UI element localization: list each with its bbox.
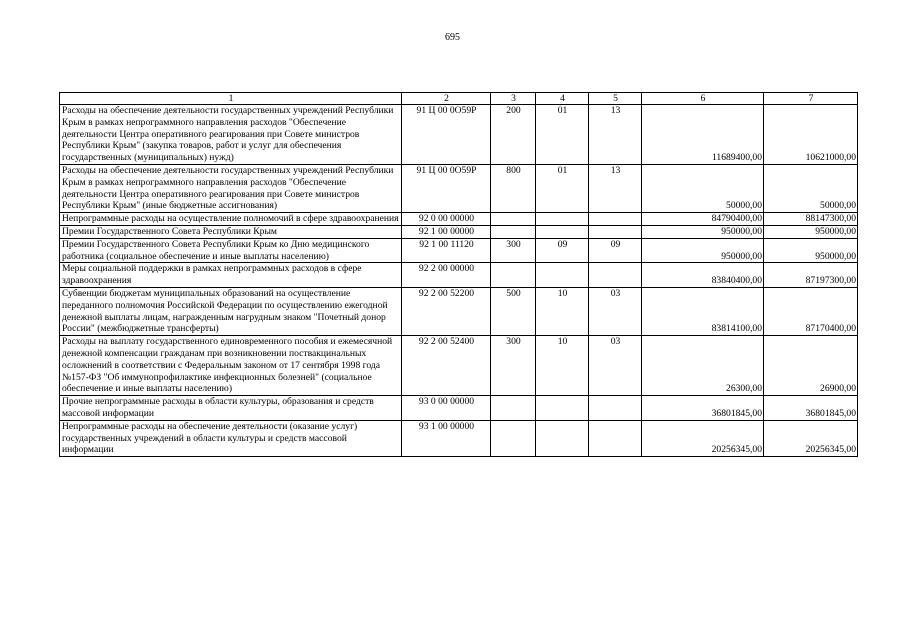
amount-year-2: 87197300,00: [764, 263, 858, 288]
column-header-4: 4: [536, 93, 589, 105]
amount-year-1: 83814100,00: [642, 287, 764, 335]
table-row: [60, 105, 858, 165]
subsection-code: 03: [589, 287, 642, 335]
target-article-code: 91 Ц 00 0О59Р: [402, 105, 491, 165]
subsection-code: 13: [589, 105, 642, 165]
expense-type-code: 300: [491, 238, 536, 263]
expense-name: Непрограммные расходы на осуществление полномочий в сфере здравоохранения: [60, 213, 402, 226]
expense-type-code: [491, 263, 536, 288]
expense-type-code: 300: [491, 336, 536, 396]
amount-year-1: 950000,00: [642, 225, 764, 238]
target-article-code: 92 2 00 52200: [402, 287, 491, 335]
subsection-code: [589, 213, 642, 226]
column-number-row: [60, 93, 858, 105]
expense-type-code: [491, 213, 536, 226]
target-article-code: 93 1 00 00000: [402, 420, 491, 456]
column-header-7: 7: [764, 93, 858, 105]
column-header-1: 1: [60, 93, 402, 105]
table-row: [60, 287, 858, 335]
expense-name: Прочие непрограммные расходы в области культуры, образования и средств массовой информации: [60, 396, 402, 421]
expense-type-code: 500: [491, 287, 536, 335]
expense-name: Расходы на обеспечение деятельности государственных учреждений Республики Крым в рамках непрограммного направления расходов "Обеспечение деятельности Центра оперативного реагирования при Совете министров Республики Крым" (закупка товаров, работ и услуг для обеспечения государственных (муниципальных) нужд): [60, 105, 402, 165]
expense-name: Премии Государственного Совета Республики Крым ко Дню медицинского работника (социальное обеспечение и иные выплаты населению): [60, 238, 402, 263]
amount-year-1: 50000,00: [642, 164, 764, 212]
amount-year-2: 50000,00: [764, 164, 858, 212]
section-code: 10: [536, 336, 589, 396]
expense-type-code: [491, 225, 536, 238]
amount-year-1: 36801845,00: [642, 396, 764, 421]
amount-year-2: 36801845,00: [764, 396, 858, 421]
budget-table-body: [60, 93, 858, 457]
table-row: [60, 263, 858, 288]
section-code: 09: [536, 238, 589, 263]
column-header-6: 6: [642, 93, 764, 105]
table-row: [60, 420, 858, 456]
expense-name: Расходы на обеспечение деятельности государственных учреждений Республики Крым в рамках непрограммного направления расходов "Обеспечение деятельности Центра оперативного реагирования при Совете министров Республики Крым" (иные бюджетные ассигнования): [60, 164, 402, 212]
subsection-code: 09: [589, 238, 642, 263]
table-row: [60, 164, 858, 212]
amount-year-2: 88147300,00: [764, 213, 858, 226]
expense-name: Непрограммные расходы на обеспечение деятельности (оказание услуг) государственных учреждений в области культуры и средств массовой информации: [60, 420, 402, 456]
table-row: [60, 213, 858, 226]
table-row: [60, 238, 858, 263]
section-code: [536, 263, 589, 288]
amount-year-2: 10621000,00: [764, 105, 858, 165]
expense-name: Субвенции бюджетам муниципальных образований на осуществление переданного полномочия Российской Федерации по осуществлению ежегодной денежной выплаты лицам, награжденным нагрудным знаком "Почетный донор России" (межбюджетные трансферты): [60, 287, 402, 335]
target-article-code: 92 2 00 00000: [402, 263, 491, 288]
section-code: [536, 225, 589, 238]
amount-year-2: 950000,00: [764, 225, 858, 238]
column-header-2: 2: [402, 93, 491, 105]
amount-year-1: 84790400,00: [642, 213, 764, 226]
target-article-code: 92 1 00 11120: [402, 238, 491, 263]
target-article-code: 92 1 00 00000: [402, 225, 491, 238]
amount-year-2: 20256345,00: [764, 420, 858, 456]
section-code: 01: [536, 164, 589, 212]
expense-name: Меры социальной поддержки в рамках непрограммных расходов в сфере здравоохранения: [60, 263, 402, 288]
section-code: 01: [536, 105, 589, 165]
section-code: [536, 213, 589, 226]
expense-type-code: [491, 396, 536, 421]
expense-name: Расходы на выплату государственного единовременного пособия и ежемесячной денежной компенсации гражданам при возникновении поствакцинальных осложнений в соответствии с Федеральным законом от 17 сентября 1998 года №157-ФЗ "Об иммунопрофилактике инфекционных болезней" (социальное обеспечение и иные выплаты населению): [60, 336, 402, 396]
table-row: [60, 396, 858, 421]
amount-year-2: 950000,00: [764, 238, 858, 263]
target-article-code: 92 0 00 00000: [402, 213, 491, 226]
amount-year-1: 26300,00: [642, 336, 764, 396]
column-header-5: 5: [589, 93, 642, 105]
table-row: [60, 336, 858, 396]
target-article-code: 91 Ц 00 0О59Р: [402, 164, 491, 212]
amount-year-1: 11689400,00: [642, 105, 764, 165]
amount-year-1: 950000,00: [642, 238, 764, 263]
subsection-code: [589, 396, 642, 421]
target-article-code: 92 2 00 52400: [402, 336, 491, 396]
subsection-code: [589, 225, 642, 238]
subsection-code: 13: [589, 164, 642, 212]
budget-table: [59, 92, 858, 457]
subsection-code: [589, 263, 642, 288]
section-code: [536, 420, 589, 456]
subsection-code: 03: [589, 336, 642, 396]
amount-year-2: 87170400,00: [764, 287, 858, 335]
amount-year-1: 20256345,00: [642, 420, 764, 456]
expense-name: Премии Государственного Совета Республики Крым: [60, 225, 402, 238]
expense-type-code: 800: [491, 164, 536, 212]
section-code: 10: [536, 287, 589, 335]
target-article-code: 93 0 00 00000: [402, 396, 491, 421]
page-number: 695: [445, 32, 460, 43]
expense-type-code: 200: [491, 105, 536, 165]
expense-type-code: [491, 420, 536, 456]
amount-year-1: 83840400,00: [642, 263, 764, 288]
subsection-code: [589, 420, 642, 456]
section-code: [536, 396, 589, 421]
amount-year-2: 26900,00: [764, 336, 858, 396]
table-row: [60, 225, 858, 238]
column-header-3: 3: [491, 93, 536, 105]
